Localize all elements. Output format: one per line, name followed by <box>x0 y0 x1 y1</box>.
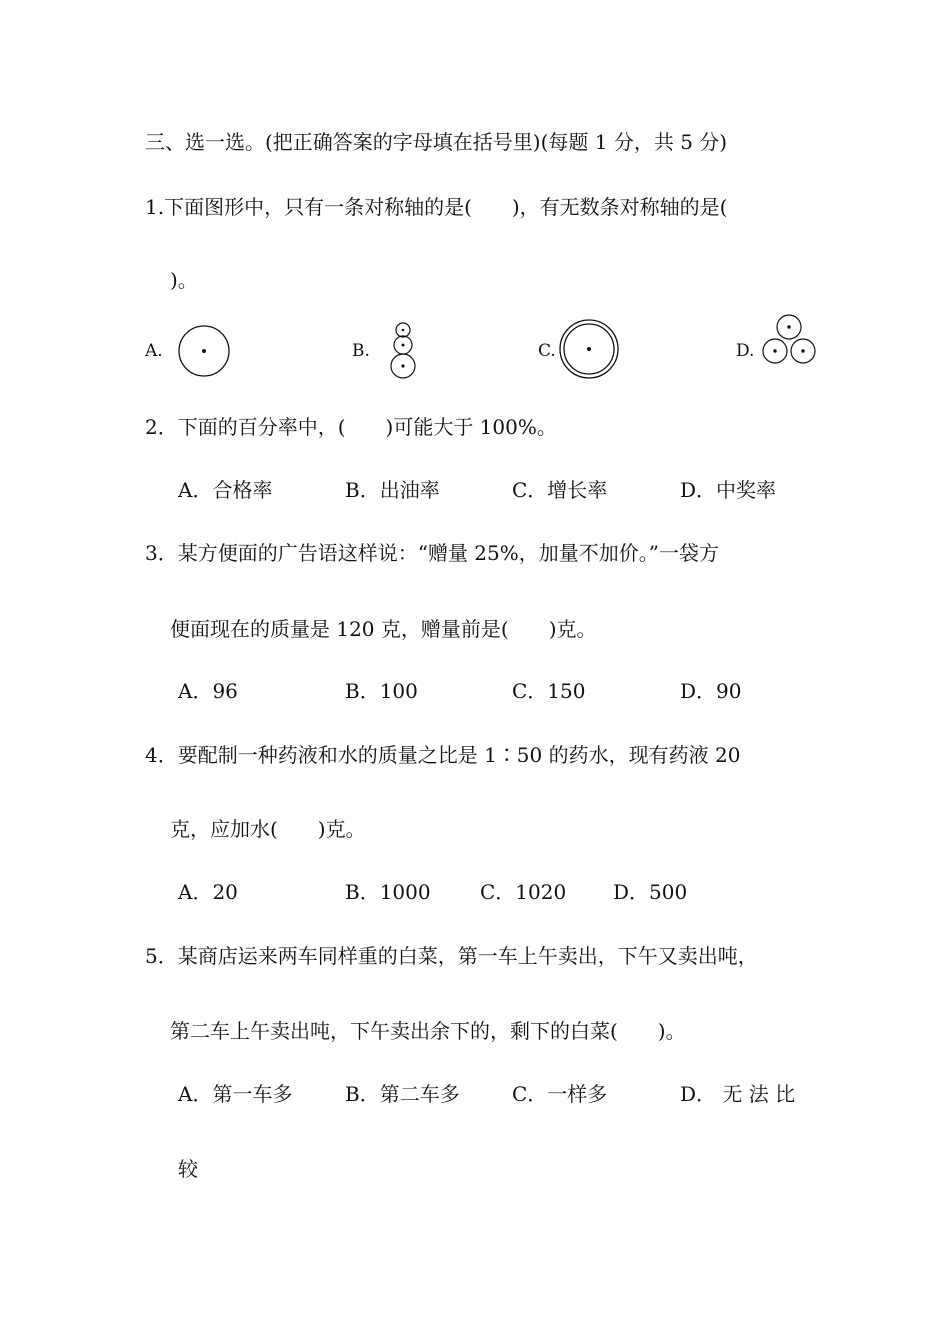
q3-stem-line1: 3．某方便面的广告语这样说：“赠量 25%，加量不加价。”一袋方 <box>145 541 719 565</box>
q2-option-d: D．中奖率 <box>680 478 777 502</box>
q4-stem-line2: 克，应加水( )克。 <box>170 817 366 841</box>
q3-option-d: D．90 <box>680 679 742 703</box>
q1-figure-c-icon <box>559 319 621 381</box>
q2-option-a: A．合格率 <box>178 478 273 502</box>
q5-stem-line2: 第二车上午卖出吨，下午卖出余下的，剩下的白菜( )。 <box>170 1019 686 1043</box>
q5-option-d: D． 无 法 比 <box>680 1082 796 1106</box>
q3-option-a: A．96 <box>178 679 238 703</box>
q4-option-c: C．1020 <box>480 880 567 904</box>
q1-stem-line1: 1.下面图形中，只有一条对称轴的是( )，有无数条对称轴的是( <box>145 195 728 219</box>
q2-option-c: C．增长率 <box>512 478 608 502</box>
q1-figure-d-label: D. <box>736 341 755 361</box>
q1-figure-c-label: C. <box>538 341 556 361</box>
q1-figure-d-icon <box>760 314 818 366</box>
q2-option-b: B．出油率 <box>345 478 440 502</box>
q5-option-c: C．一样多 <box>512 1082 608 1106</box>
q2-stem: 2．下面的百分率中，( )可能大于 100%。 <box>145 415 557 439</box>
q3-option-b: B．100 <box>345 679 418 703</box>
q4-option-b: B．1000 <box>345 880 431 904</box>
q5-option-b: B．第二车多 <box>345 1082 460 1106</box>
q5-option-d-wrap: 较 <box>178 1157 198 1181</box>
q5-option-a: A．第一车多 <box>178 1082 293 1106</box>
q4-option-d: D．500 <box>613 880 688 904</box>
q1-stem-line2: )。 <box>170 268 198 292</box>
q1-figure-b-icon <box>388 320 420 382</box>
q4-option-a: A．20 <box>178 880 238 904</box>
q3-stem-line2: 便面现在的质量是 120 克，赠量前是( )克。 <box>170 617 597 641</box>
q4-stem-line1: 4．要配制一种药液和水的质量之比是 1∶50 的药水，现有药液 20 <box>145 743 741 767</box>
q1-figure-a-icon <box>176 325 232 377</box>
q3-option-c: C．150 <box>512 679 586 703</box>
q5-stem-line1: 5．某商店运来两车同样重的白菜，第一车上午卖出，下午又卖出吨， <box>145 944 758 968</box>
section-title: 三、选一选。(把正确答案的字母填在括号里)(每题 1 分，共 5 分) <box>145 130 728 154</box>
q1-figure-b-label: B. <box>352 341 370 361</box>
q1-figure-a-label: A. <box>145 341 163 361</box>
